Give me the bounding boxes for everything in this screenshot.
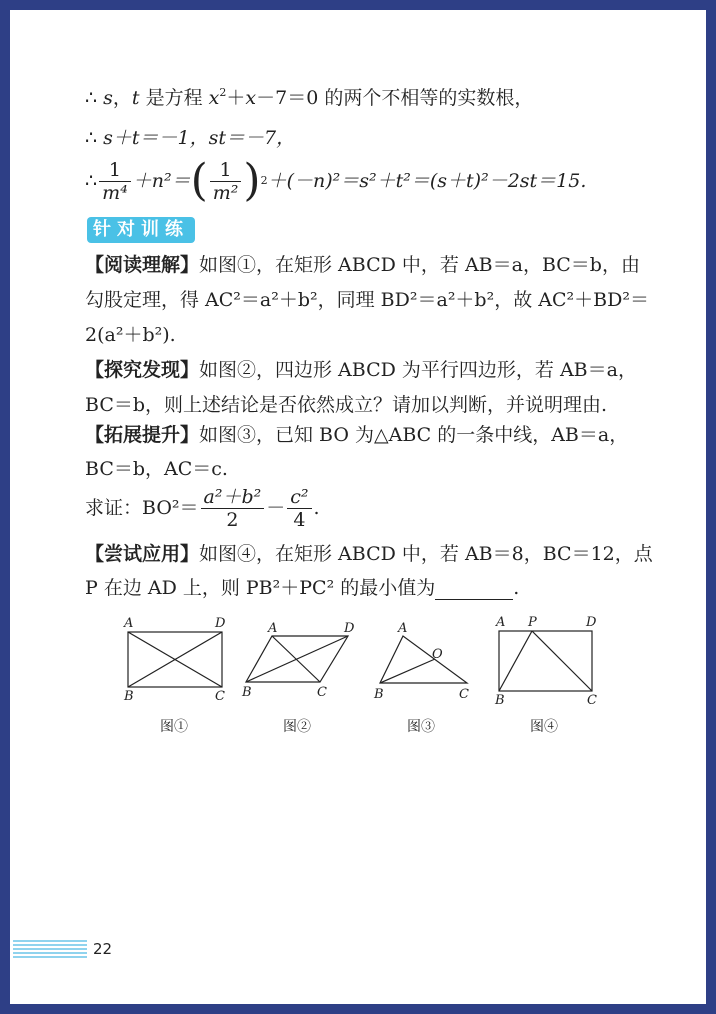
reading-heading: 【阅读理解】: [85, 254, 200, 276]
label-b: B: [242, 685, 252, 700]
label-c: C: [317, 685, 327, 700]
equation: ＋n²＝: [132, 170, 191, 192]
var-x: x: [245, 87, 257, 109]
exponent: 2: [219, 86, 227, 99]
label-b: B: [495, 693, 505, 708]
denominator: 4: [293, 508, 306, 531]
section-badge: 针对训练: [87, 217, 195, 243]
period: .: [313, 497, 320, 519]
extend-line-1: [85, 423, 628, 447]
label-d: D: [344, 621, 355, 636]
therefore-symbol: ∴: [85, 87, 104, 109]
label-c: C: [587, 693, 597, 708]
segment-pc: [532, 631, 592, 691]
label-c: C: [459, 687, 469, 702]
label-a: A: [496, 615, 506, 630]
period: .: [513, 577, 520, 599]
label-a: A: [398, 621, 408, 636]
figure-2-parallelogram: [246, 636, 348, 682]
reading-line-2: 勾股定理，得 AC²＝a²＋b²，同理 BD²＝a²＋b²，故 AC²＋BD²＝: [85, 289, 649, 311]
explore-text: 如图②，四边形 ABCD 为平行四边形，若 AB＝a，: [199, 359, 637, 381]
page: [10, 10, 706, 1004]
plus: ＋: [226, 87, 246, 109]
extend-line-2: BC＝b，AC＝c.: [85, 458, 228, 480]
explore-line-2: BC＝b，则上述结论是否依然成立？请加以判断，并说明理由.: [85, 394, 608, 416]
extend-text: 如图③，已知 BO 为△ABC 的一条中线，AB＝a，: [199, 424, 629, 446]
extend-heading: 【拓展提升】: [85, 424, 200, 446]
fraction-1-over-m4: [99, 159, 131, 204]
page-number-stripes: [13, 940, 87, 958]
figure-4-rectangle: [499, 631, 592, 691]
caption-figure-2: 图②: [283, 719, 311, 735]
denominator: m⁴: [102, 181, 128, 204]
explore-heading: 【探究发现】: [85, 359, 200, 381]
minus: －: [266, 497, 286, 519]
apply-heading: 【尝试应用】: [85, 543, 200, 565]
prove-line: [85, 482, 320, 534]
reading-text: 如图①，在矩形 ABCD 中，若 AB＝a，BC＝b，由: [199, 254, 640, 276]
var-s: s: [103, 87, 113, 109]
label-p: P: [528, 615, 537, 630]
therefore-symbol: ∴: [85, 127, 104, 149]
apply-line-2: [85, 576, 519, 600]
segment-pb: [499, 631, 532, 691]
numerator: 1: [210, 159, 242, 182]
fraction-c2-over-4: [287, 486, 311, 531]
fraction-a2b2-over-2: [201, 486, 265, 531]
numerator: c²: [287, 486, 311, 509]
proof-line-2: [85, 126, 295, 150]
diagonal-bd: [246, 636, 348, 682]
comma: ，: [112, 87, 132, 109]
prove-label: 求证：BO²＝: [85, 497, 199, 519]
apply-line-1: [85, 542, 653, 566]
reading-line-1: [85, 253, 640, 277]
caption-figure-4: 图④: [530, 719, 558, 735]
figure-1-rectangle: [128, 632, 222, 687]
proof-line-1: [85, 86, 533, 110]
label-d: D: [215, 616, 226, 631]
text: －7＝0 的两个不相等的实数根，: [256, 87, 534, 109]
figure-3-triangle: [380, 636, 467, 683]
therefore-symbol: ∴: [85, 170, 98, 192]
label-o: O: [432, 647, 443, 662]
numerator: 1: [99, 159, 131, 182]
label-b: B: [124, 689, 134, 704]
caption-figure-1: 图①: [160, 719, 188, 735]
right-paren: ): [243, 155, 261, 206]
denominator: 2: [226, 508, 239, 531]
numerator: a²＋b²: [201, 486, 265, 509]
label-b: B: [374, 687, 384, 702]
answer-blank: [435, 581, 513, 600]
page-number: 22: [93, 940, 113, 958]
reading-line-3: 2(a²＋b²).: [85, 324, 176, 346]
label-a: A: [124, 616, 134, 631]
equation: ＋(－n)²＝s²＋t²＝(s＋t)²－2st＝15.: [267, 170, 587, 192]
median-bo: [380, 659, 435, 683]
var-t: t: [131, 87, 140, 109]
caption-figure-3: 图③: [407, 719, 435, 735]
fraction-1-over-m2: [210, 159, 242, 204]
denominator: m²: [212, 181, 239, 204]
proof-line-3: ∴ $\frac{1}{\text{m⁴}}$ ＋n²＝ ( $\frac{1}{\text{m²}}$ ) 2 ＋(－n)²＝s²＋t²＝(s＋t)²－2st＝15.: [85, 155, 587, 206]
label-a: A: [268, 621, 278, 636]
triangle-abc: [380, 636, 467, 683]
text: 是方程: [139, 87, 209, 109]
equation: s＋t＝－1，st＝－7，: [103, 127, 296, 149]
var-x: x: [208, 87, 220, 109]
explore-line-1: [85, 358, 637, 382]
left-paren: (: [190, 155, 208, 206]
rectangle-abcd: [499, 631, 592, 691]
label-d: D: [586, 615, 597, 630]
label-c: C: [215, 689, 225, 704]
apply-text: 如图④，在矩形 ABCD 中，若 AB＝8，BC＝12，点: [199, 543, 653, 565]
apply-text: P 在边 AD 上，则 PB²＋PC² 的最小值为: [85, 577, 436, 599]
figures: [10, 600, 706, 720]
